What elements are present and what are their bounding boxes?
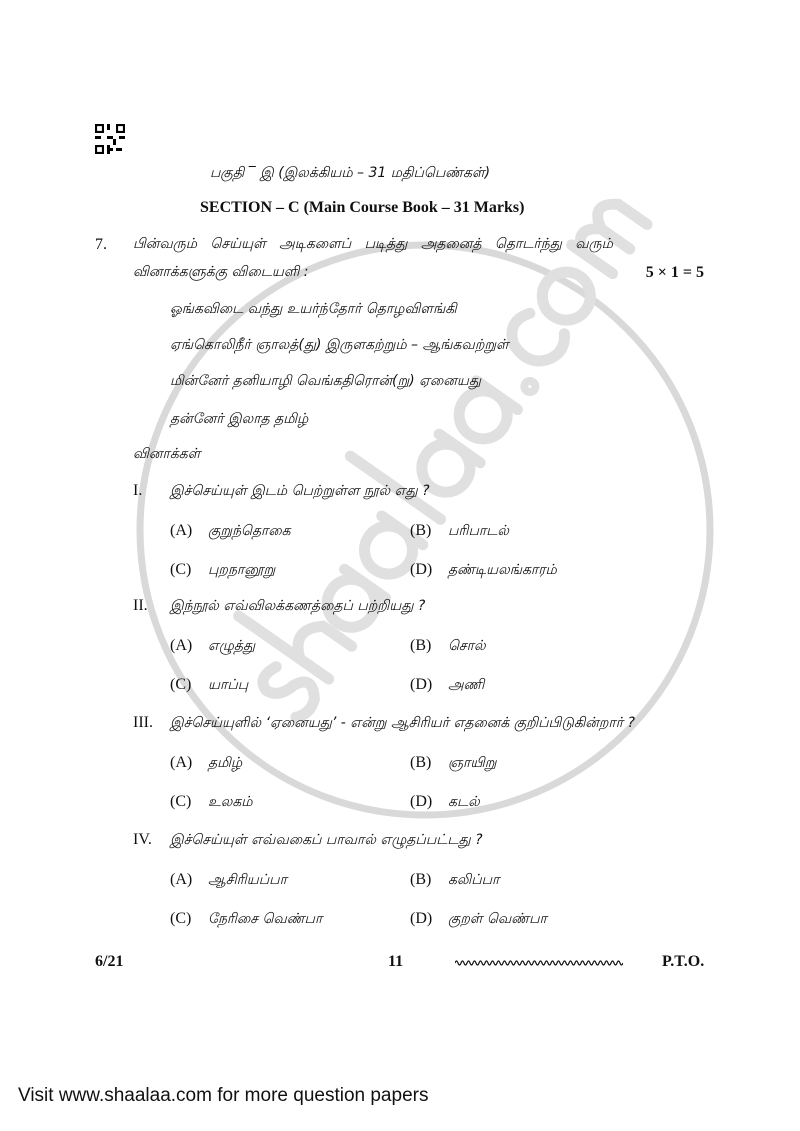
option-label: (D) xyxy=(410,561,433,578)
subquestion-text: இந்நூல் எவ்விலக்கணத்தைப் பற்றியது ? xyxy=(170,598,426,614)
question-line-1: பின்வரும் செய்யுள் அடிகளைப் படித்து அதனைத் தொடர்ந்து வரும் xyxy=(133,236,613,252)
option-text: குறுந்தொகை xyxy=(208,523,291,539)
option-label: (C) xyxy=(170,676,192,693)
question-number: 7. xyxy=(95,236,107,253)
poem-line: தன்னேர் இலாத தமிழ் xyxy=(170,411,309,427)
option-label: (C) xyxy=(170,793,192,810)
option-text: உலகம் xyxy=(208,794,253,810)
part-heading: பகுதி ‾ இ (இலக்கியம் – 31 மதிப்பெண்கள்) xyxy=(210,165,491,181)
option-text: தண்டியலங்காரம் xyxy=(448,562,557,578)
page-number: 11 xyxy=(388,953,404,970)
option-label: (D) xyxy=(410,793,433,810)
question-line-2: வினாக்களுக்கு விடையளி : xyxy=(133,264,309,280)
poem-line: ஓங்கவிடை வந்து உயர்ந்தோர் தொழவிளங்கி xyxy=(170,301,457,317)
subquestion-text: இச்செய்யுள் எவ்வகைப் பாவால் எழுதப்பட்டது ? xyxy=(170,832,483,848)
option-text: எழுத்து xyxy=(208,638,256,654)
option-text: புறநானூறு xyxy=(208,562,276,578)
subquestion-text: இச்செய்யுளில் ‘ஏனையது’ - என்று ஆசிரியர் எதனைக் குறிப்பிடுகின்றார் ? xyxy=(170,715,635,731)
option-text: கடல் xyxy=(448,794,480,810)
option-label: (B) xyxy=(410,871,432,888)
option-text: ஞாயிறு xyxy=(448,755,497,771)
poem-line: ஏங்கொலிநீர் ஞாலத்(து) இருளகற்றும் – ஆங்கவற்றுள் xyxy=(170,337,509,353)
option-label: (D) xyxy=(410,676,433,693)
subquestion-number: II. xyxy=(133,597,148,614)
option-label: (A) xyxy=(170,871,193,888)
option-text: அணி xyxy=(448,677,485,693)
subheading: வினாக்கள் xyxy=(133,446,201,462)
option-text: நேரிசை வெண்பா xyxy=(208,911,323,927)
option-label: (C) xyxy=(170,910,192,927)
option-label: (A) xyxy=(170,637,193,654)
section-heading: SECTION – C (Main Course Book – 31 Marks) xyxy=(200,199,525,216)
option-label: (A) xyxy=(170,754,193,771)
option-text: யாப்பு xyxy=(208,677,249,693)
option-label: (C) xyxy=(170,561,192,578)
option-label: (B) xyxy=(410,754,432,771)
option-text: கலிப்பா xyxy=(448,872,500,888)
poem-line: மின்னேர் தனியாழி வெங்கதிரொன்(று) ஏனையது xyxy=(170,373,482,389)
marks: 5 × 1 = 5 xyxy=(645,264,704,281)
subquestion-number: IV. xyxy=(133,831,152,848)
option-label: (D) xyxy=(410,910,433,927)
subquestion-text: இச்செய்யுள் இடம் பெற்றுள்ள நூல் எது ? xyxy=(170,483,430,499)
subquestion-number: I. xyxy=(133,482,143,499)
option-label: (B) xyxy=(410,522,432,539)
option-text: தமிழ் xyxy=(208,755,243,771)
banner-link[interactable]: Visit www.shaalaa.com for more question papers xyxy=(18,1085,429,1106)
option-text: குறள் வெண்பா xyxy=(448,911,547,927)
pto: P.T.O. xyxy=(662,953,705,970)
option-label: (B) xyxy=(410,637,432,654)
qr-code-icon xyxy=(95,124,125,154)
option-text: சொல் xyxy=(448,638,486,654)
option-text: பரிபாடல் xyxy=(448,523,509,539)
paper-code: 6/21 xyxy=(95,953,124,970)
subquestion-number: III. xyxy=(133,714,153,731)
wavy-line xyxy=(455,958,623,968)
option-label: (A) xyxy=(170,522,193,539)
option-text: ஆசிரியப்பா xyxy=(208,872,287,888)
